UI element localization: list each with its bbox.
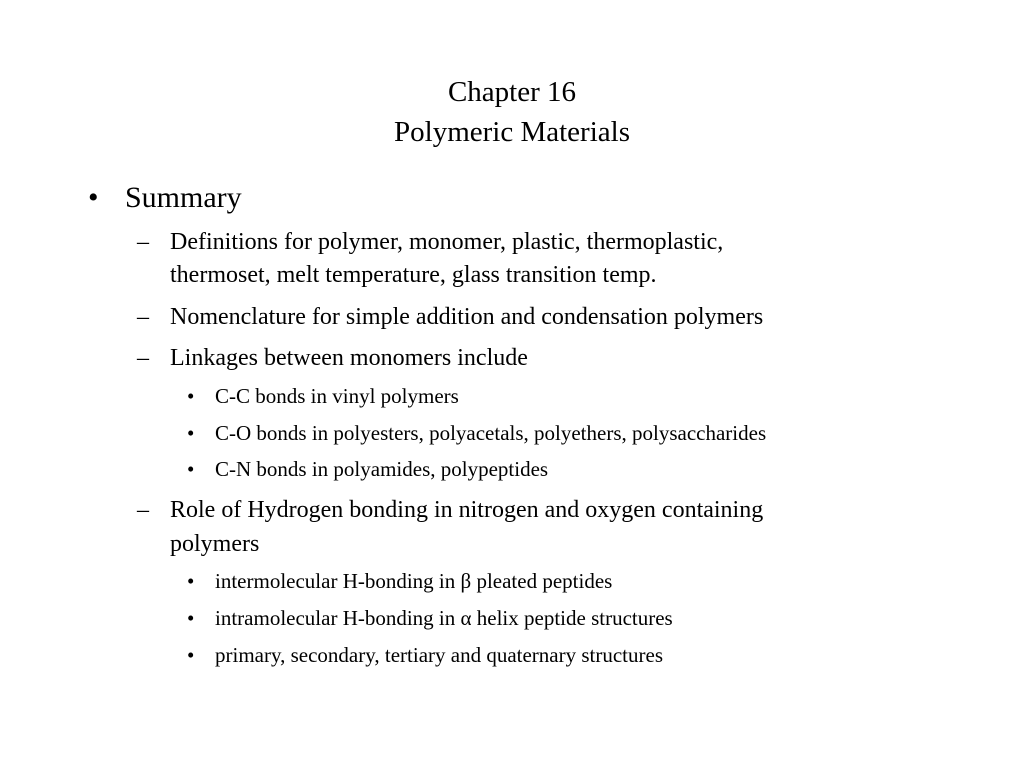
item-4-line-1: Role of Hydrogen bonding in nitrogen and oxygen containing: [170, 497, 764, 523]
sub-bullet-icon: •: [187, 421, 195, 445]
dash-marker-3: –: [137, 345, 149, 371]
item-1-line-2: thermoset, melt temperature, glass transition temp.: [170, 262, 657, 288]
item-4-sub-1: intermolecular H-bonding in β pleated peptides: [215, 569, 613, 593]
item-3-line-1: Linkages between monomers include: [170, 345, 528, 371]
item-4-sub-3: primary, secondary, tertiary and quaternary structures: [215, 643, 664, 667]
item-3-sub-3: C-N bonds in polyamides, polypeptides: [215, 457, 549, 481]
summary-heading: Summary: [125, 181, 242, 214]
item-4-line-2: polymers: [170, 531, 260, 557]
item-1-line-1: Definitions for polymer, monomer, plastic, thermoplastic,: [170, 229, 724, 255]
sub-bullet-icon: •: [187, 643, 195, 667]
sub-bullet-icon: •: [187, 606, 195, 630]
item-3-sub-1: C-C bonds in vinyl polymers: [215, 384, 459, 408]
slide-title: [0, 72, 1024, 152]
sub-bullet-icon: •: [187, 384, 195, 408]
title-line-2: Polymeric Materials: [394, 116, 630, 148]
dash-marker-1: –: [137, 229, 149, 255]
sub-bullet-icon: •: [187, 569, 195, 593]
item-2-line-1: Nomenclature for simple addition and condensation polymers: [170, 304, 764, 330]
title-line-1: Chapter 16: [447, 76, 577, 108]
dash-marker-2: –: [137, 304, 149, 330]
item-4-sub-2: intramolecular H-bonding in α helix peptide structures: [215, 606, 673, 630]
item-3-sub-2: C-O bonds in polyesters, polyacetals, polyethers, polysaccharides: [215, 421, 767, 445]
sub-bullet-icon: •: [187, 457, 195, 481]
dash-marker-4: –: [137, 497, 149, 523]
summary-bullet-icon: •: [88, 181, 99, 214]
